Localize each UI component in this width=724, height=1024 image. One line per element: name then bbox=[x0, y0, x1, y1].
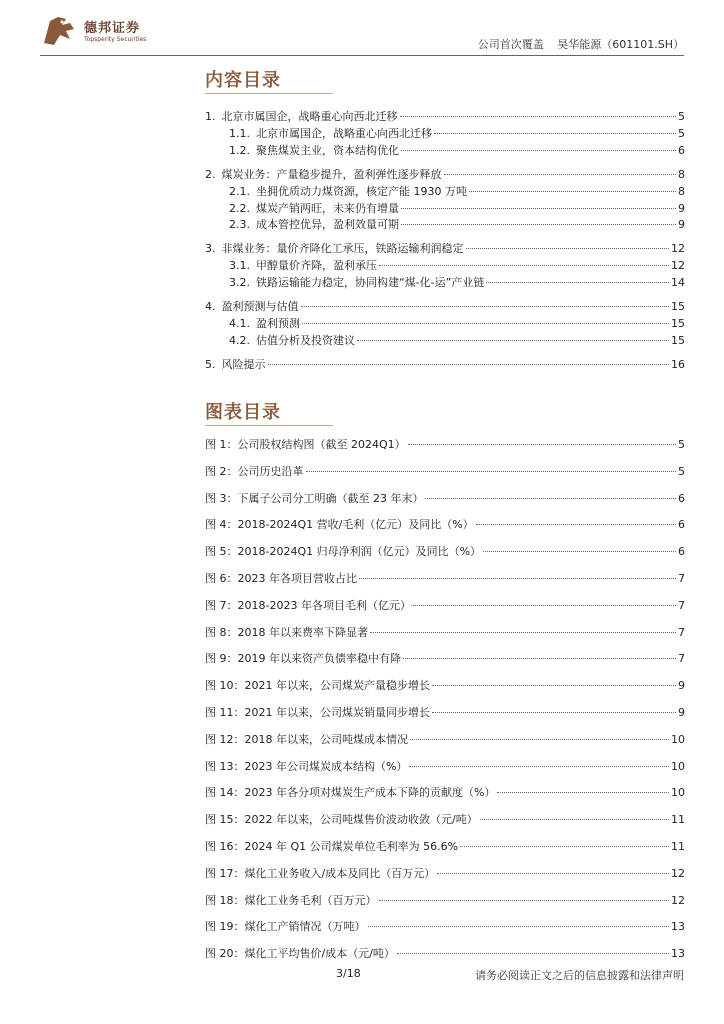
figure-entry-page: 7 bbox=[678, 572, 685, 585]
toc-entry-page: 6 bbox=[678, 144, 685, 157]
figure-entry[interactable] bbox=[205, 543, 685, 559]
figure-entry-page: 10 bbox=[671, 760, 685, 773]
page-number: 3/18 bbox=[336, 967, 361, 980]
toc-entry-text: 成本管控优异，盈利效量可期 bbox=[256, 218, 399, 231]
figure-entry-page: 12 bbox=[671, 894, 685, 907]
toc-entry-text: 北京市属国企，战略重心向西北迁移 bbox=[256, 127, 432, 140]
toc-entry[interactable] bbox=[205, 108, 685, 124]
figure-leader-dots bbox=[403, 658, 676, 659]
figure-entry[interactable] bbox=[205, 811, 685, 827]
toc-entry[interactable] bbox=[229, 332, 685, 348]
toc-entry[interactable] bbox=[205, 166, 685, 182]
toc-entry-number: 3. bbox=[205, 242, 216, 255]
toc-entry-page: 16 bbox=[671, 358, 685, 371]
logo-icon bbox=[40, 13, 80, 49]
toc-entry-text: 铁路运输能力稳定，协同构建“煤-化-运”产业链 bbox=[256, 276, 485, 289]
toc-entry-number: 5. bbox=[205, 358, 216, 371]
figure-entry-text: 图 8：2018 年以来费率下降显著 bbox=[205, 626, 368, 639]
figure-entry-page: 6 bbox=[678, 518, 685, 531]
figure-entry-text: 图 19：煤化工产销情况（万吨） bbox=[205, 920, 366, 933]
figure-entry-text: 图 13：2023 年公司煤炭成本结构（%） bbox=[205, 760, 408, 773]
figure-entry-text: 图 1：公司股权结构图（截至 2024Q1） bbox=[205, 438, 406, 451]
toc-entry-number: 4. bbox=[205, 300, 216, 313]
figure-entry[interactable] bbox=[205, 570, 685, 586]
figure-entry-text: 图 3：下属子公司分工明确（截至 23 年末） bbox=[205, 492, 424, 505]
figure-entry-page: 9 bbox=[678, 679, 685, 692]
legal-disclaimer: 请务必阅读正文之后的信息披露和法律声明 bbox=[475, 969, 684, 982]
figure-entry-page: 13 bbox=[671, 947, 685, 960]
figure-entry-page: 7 bbox=[678, 626, 685, 639]
figure-entry[interactable] bbox=[205, 892, 685, 908]
toc-entry-number: 1.2. bbox=[229, 144, 250, 157]
figure-leader-dots bbox=[370, 632, 676, 633]
toc-leader-dots bbox=[301, 306, 670, 307]
figure-leader-dots bbox=[409, 766, 669, 767]
figure-entry-text: 图 18：煤化工业务毛利（百万元） bbox=[205, 894, 377, 907]
toc-entry[interactable] bbox=[205, 240, 685, 256]
figure-entry-text: 图 4：2018-2024Q1 营收/毛利（亿元）及同比（%） bbox=[205, 518, 474, 531]
toc-entry-number: 1. bbox=[205, 110, 216, 123]
figure-leader-dots bbox=[432, 712, 676, 713]
toc-entry-number: 3.2. bbox=[229, 276, 250, 289]
report-type: 公司首次覆盖 bbox=[477, 38, 544, 51]
figure-entry-text: 图 10：2021 年以来，公司煤炭产量稳步增长 bbox=[205, 679, 430, 692]
toc-leader-dots bbox=[401, 224, 676, 225]
toc-leader-dots bbox=[401, 150, 676, 151]
figure-leader-dots bbox=[408, 444, 676, 445]
figure-entry-page: 12 bbox=[671, 867, 685, 880]
toc-entry-text: 煤炭产销两旺，未来仍有增量 bbox=[256, 202, 399, 215]
figure-leader-dots bbox=[480, 819, 669, 820]
toc-leader-dots bbox=[268, 364, 670, 365]
header-divider bbox=[40, 55, 684, 56]
figure-leader-dots bbox=[397, 953, 669, 954]
toc-entry[interactable] bbox=[229, 183, 685, 199]
company-logo bbox=[40, 13, 190, 49]
figure-entry-page: 13 bbox=[671, 920, 685, 933]
figure-entry-page: 10 bbox=[671, 786, 685, 799]
toc-leader-dots bbox=[302, 323, 669, 324]
logo-name-cn: 德邦证券 bbox=[84, 21, 141, 36]
toc-entry-number: 2.1. bbox=[229, 185, 250, 198]
toc-entry-text: 甲醇量价齐降，盈利承压 bbox=[256, 259, 377, 272]
figure-leader-dots bbox=[368, 926, 670, 927]
toc-entry[interactable] bbox=[229, 315, 685, 331]
figure-entry-text: 图 9：2019 年以来资产负债率稳中有降 bbox=[205, 652, 401, 665]
figure-leader-dots bbox=[425, 498, 676, 499]
toc-leader-dots bbox=[379, 265, 669, 266]
toc-entry[interactable] bbox=[229, 274, 685, 290]
toc-entry-number: 4.1. bbox=[229, 317, 250, 330]
figure-entry[interactable] bbox=[205, 731, 685, 747]
figure-entry[interactable] bbox=[205, 945, 685, 961]
figure-leader-dots bbox=[410, 739, 669, 740]
toc-entry[interactable] bbox=[229, 200, 685, 216]
figure-entry[interactable] bbox=[205, 784, 685, 800]
figure-title-rule bbox=[205, 425, 333, 426]
figure-leader-dots bbox=[306, 471, 677, 472]
figure-entry-page: 10 bbox=[671, 733, 685, 746]
toc-entry-number: 2. bbox=[205, 168, 216, 181]
figure-entry[interactable] bbox=[205, 677, 685, 693]
figure-entry-page: 5 bbox=[678, 438, 685, 451]
figure-entry-text: 图 5：2018-2024Q1 归母净利润（亿元）及同比（%） bbox=[205, 545, 482, 558]
figure-entry-page: 11 bbox=[671, 813, 685, 826]
toc-entry-text: 煤炭业务：产量稳步提升，盈利弹性逐步释放 bbox=[221, 168, 442, 181]
toc-leader-dots bbox=[401, 208, 676, 209]
figure-entry[interactable] bbox=[205, 704, 685, 720]
figure-leader-dots bbox=[379, 900, 670, 901]
toc-leader-dots bbox=[434, 133, 676, 134]
figure-leader-dots bbox=[432, 685, 676, 686]
toc-entry[interactable] bbox=[205, 298, 685, 314]
figure-entry[interactable] bbox=[205, 918, 685, 934]
toc-entry[interactable] bbox=[229, 257, 685, 273]
toc-title-rule bbox=[205, 93, 333, 94]
toc-entry-number: 3.1. bbox=[229, 259, 250, 272]
toc-entry-text: 非煤业务：量价齐降化工承压，铁路运输利润稳定 bbox=[221, 242, 464, 255]
toc-leader-dots bbox=[444, 174, 677, 175]
figure-entry[interactable] bbox=[205, 758, 685, 774]
figure-entry-text: 图 12：2018 年以来，公司吨煤成本情况 bbox=[205, 733, 408, 746]
toc-entry-number: 4.2. bbox=[229, 334, 250, 347]
toc-entry[interactable] bbox=[229, 142, 685, 158]
figure-entry-text: 图 11：2021 年以来，公司煤炭销量同步增长 bbox=[205, 706, 430, 719]
figure-leader-dots bbox=[476, 524, 676, 525]
toc-leader-dots bbox=[400, 116, 677, 117]
page-header bbox=[0, 0, 724, 60]
toc-leader-dots bbox=[466, 248, 670, 249]
figure-entry-page: 5 bbox=[678, 465, 685, 478]
toc-entry[interactable] bbox=[229, 125, 685, 141]
toc-entry-text: 北京市属国企，战略重心向西北迁移 bbox=[221, 110, 398, 123]
toc-entry[interactable] bbox=[229, 216, 685, 232]
figure-list-title: 图表目录 bbox=[205, 402, 281, 423]
figure-entry[interactable] bbox=[205, 463, 685, 479]
toc-entry-number: 1.1. bbox=[229, 127, 250, 140]
toc-entry-page: 15 bbox=[671, 317, 685, 330]
toc-title: 内容目录 bbox=[205, 70, 281, 91]
toc-entry[interactable] bbox=[205, 356, 685, 372]
toc-entry-page: 5 bbox=[678, 110, 685, 123]
figure-entry[interactable] bbox=[205, 490, 685, 506]
figure-leader-dots bbox=[359, 578, 676, 579]
figure-entry-page: 11 bbox=[671, 840, 685, 853]
figure-entry-page: 6 bbox=[678, 492, 685, 505]
toc-leader-dots bbox=[469, 191, 676, 192]
company-name: 昊华能源（601101.SH） bbox=[557, 38, 684, 51]
figure-entry[interactable] bbox=[205, 650, 685, 666]
toc-entry-text: 盈利预测与估值 bbox=[221, 300, 299, 313]
figure-entry[interactable] bbox=[205, 838, 685, 854]
figure-entry-text: 图 2：公司历史沿革 bbox=[205, 465, 304, 478]
logo-name-en: Topsperity Securities bbox=[84, 36, 147, 43]
toc-entry-text: 聚焦煤炭主业，资本结构优化 bbox=[256, 144, 399, 157]
toc-entry-text: 盈利预测 bbox=[256, 317, 300, 330]
figure-entry-text: 图 15：2022 年以来，公司吨煤售价波动收敛（元/吨） bbox=[205, 813, 478, 826]
toc-entry-text: 风险提示 bbox=[221, 358, 266, 371]
toc-entry-page: 9 bbox=[678, 218, 685, 231]
toc-leader-dots bbox=[357, 340, 669, 341]
toc-entry-page: 12 bbox=[671, 259, 685, 272]
figure-entry[interactable] bbox=[205, 436, 685, 452]
figure-leader-dots bbox=[437, 873, 669, 874]
figure-entry-text: 图 6：2023 年各项目营收占比 bbox=[205, 572, 357, 585]
report-meta bbox=[468, 36, 684, 52]
toc-entry-text: 估值分析及投资建议 bbox=[256, 334, 355, 347]
figure-entry[interactable] bbox=[205, 624, 685, 640]
figure-entry-text: 图 17：煤化工业务收入/成本及同比（百万元） bbox=[205, 867, 436, 880]
figure-leader-dots bbox=[483, 551, 676, 552]
figure-entry[interactable] bbox=[205, 865, 685, 881]
figure-entry[interactable] bbox=[205, 597, 685, 613]
toc-entry-page: 8 bbox=[678, 168, 685, 181]
toc-leader-dots bbox=[486, 282, 669, 283]
toc-entry-text: 坐拥优质动力煤资源，核定产能 1930 万吨 bbox=[256, 185, 467, 198]
figure-entry-text: 图 20：煤化工平均售价/成本（元/吨） bbox=[205, 947, 395, 960]
toc-entry-page: 5 bbox=[678, 127, 685, 140]
toc-entry-number: 2.3. bbox=[229, 218, 250, 231]
figure-leader-dots bbox=[413, 605, 676, 606]
figure-entry-text: 图 16：2024 年 Q1 公司煤炭单位毛利率为 56.6% bbox=[205, 840, 459, 853]
toc-entry-page: 8 bbox=[678, 185, 685, 198]
figure-entry-page: 6 bbox=[678, 545, 685, 558]
figure-entry-text: 图 14：2023 年各分项对煤炭生产成本下降的贡献度（%） bbox=[205, 786, 496, 799]
figure-entry-text: 图 7：2018-2023 年各项目毛利（亿元） bbox=[205, 599, 411, 612]
figure-entry-page: 7 bbox=[678, 652, 685, 665]
toc-entry-number: 2.2. bbox=[229, 202, 250, 215]
toc-entry-page: 9 bbox=[678, 202, 685, 215]
figure-entry-page: 7 bbox=[678, 599, 685, 612]
figure-leader-dots bbox=[497, 792, 669, 793]
figure-leader-dots bbox=[460, 846, 669, 847]
toc-entry-page: 12 bbox=[671, 242, 685, 255]
toc-entry-page: 14 bbox=[671, 276, 685, 289]
figure-entry-page: 9 bbox=[678, 706, 685, 719]
figure-entry[interactable] bbox=[205, 516, 685, 532]
toc-entry-page: 15 bbox=[671, 334, 685, 347]
toc-entry-page: 15 bbox=[671, 300, 685, 313]
